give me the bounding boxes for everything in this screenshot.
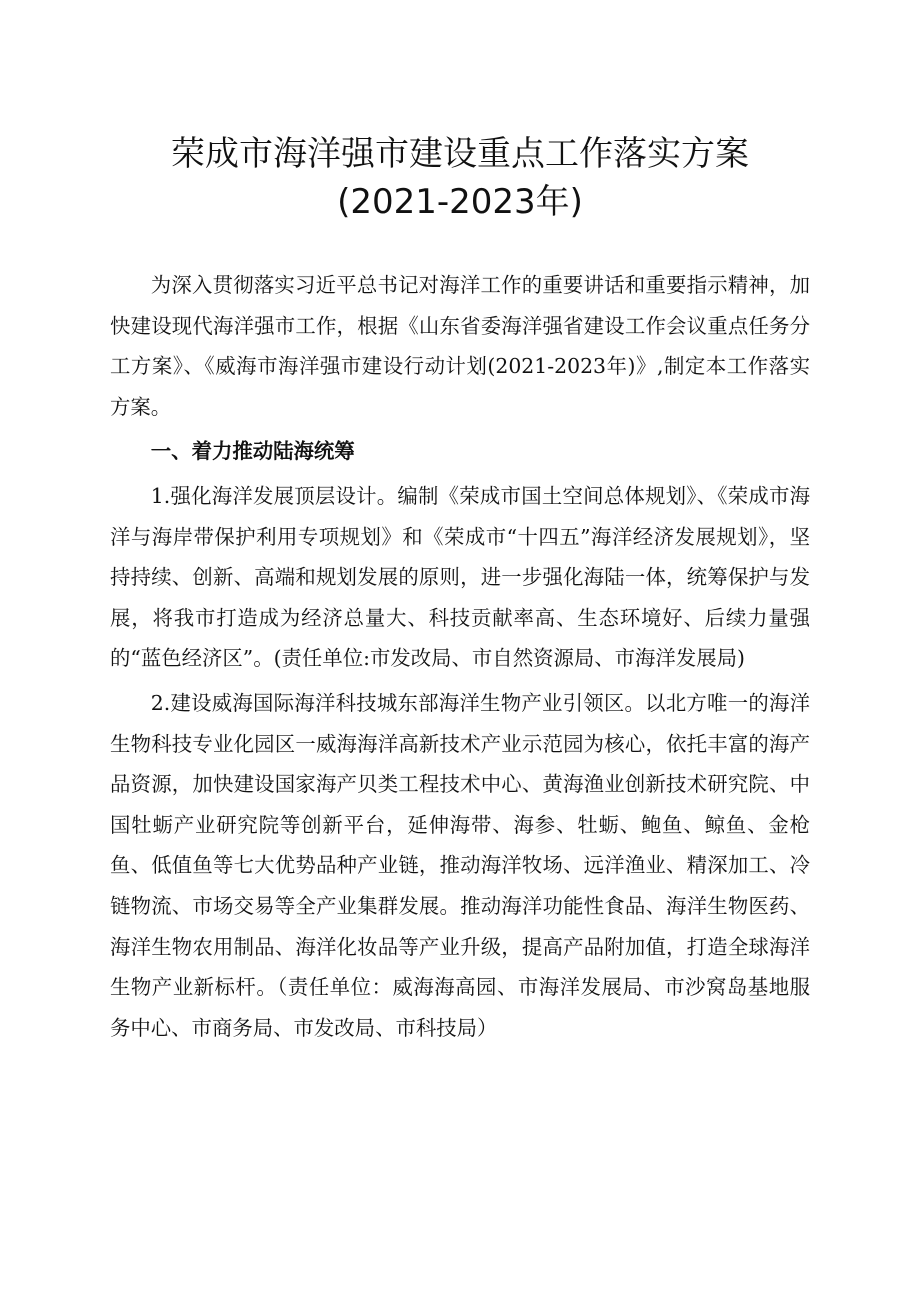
item-paragraph-1: 1.强化海洋发展顶层设计。编制《荣成市国土空间总体规划》、《荣成市海洋与海岸带保护利用专项规划》和《荣成市“十四五”海洋经济发展规划》，坚持持续、创新、高端和规划发展的原则，进一步强化海陆一体，统筹保护与发展，将我市打造成为经济总量大、科技贡献率高、生态环境好、后续力量强的“蓝色经济区”。(责任单位:市发改局、市自然资源局、市海洋发展局) bbox=[110, 483, 810, 671]
title-line-2: (2021-2023年) bbox=[337, 182, 583, 222]
item-paragraph-2: 2.建设威海国际海洋科技城东部海洋生物产业引领区。以北方唯一的海洋生物科技专业化园区一威海海洋高新技术产业示范园为核心，依托丰富的海产品资源，加快建设国家海产贝类工程技术中心、黄海渔业创新技术研究院、中国牡蛎产业研究院等创新平台，延伸海带、海参、牡蛎、鲍鱼、鲸鱼、金枪鱼、低值鱼等七大优势品种产业链，推动海洋牧场、远洋渔业、精深加工、冷链物流、市场交易等全产业集群发展。推动海洋功能性食品、海洋生物医药、海洋生物农用制品、海洋化妆品等产业升级，提高产品附加值，打造全球海洋生物产业新标杆。（责任单位：威海海高园、市海洋发展局、市沙窝岛基地服务中心、市商务局、市发改局、市科技局） bbox=[110, 690, 810, 1040]
document-title bbox=[110, 130, 810, 226]
document-body bbox=[110, 265, 810, 1048]
intro-paragraph: 为深入贯彻落实习近平总书记对海洋工作的重要讲话和重要指示精神，加快建设现代海洋强市工作，根据《山东省委海洋强省建设工作会议重点任务分工方案》、《威海市海洋强市建设行动计划(2021-2023年)》,制定本工作落实方案。 bbox=[110, 273, 810, 419]
section-heading-1: 一、着力推动陆海统筹 bbox=[150, 439, 355, 464]
title-line-1: 荣成市海洋强市建设重点工作落实方案 bbox=[171, 134, 749, 174]
